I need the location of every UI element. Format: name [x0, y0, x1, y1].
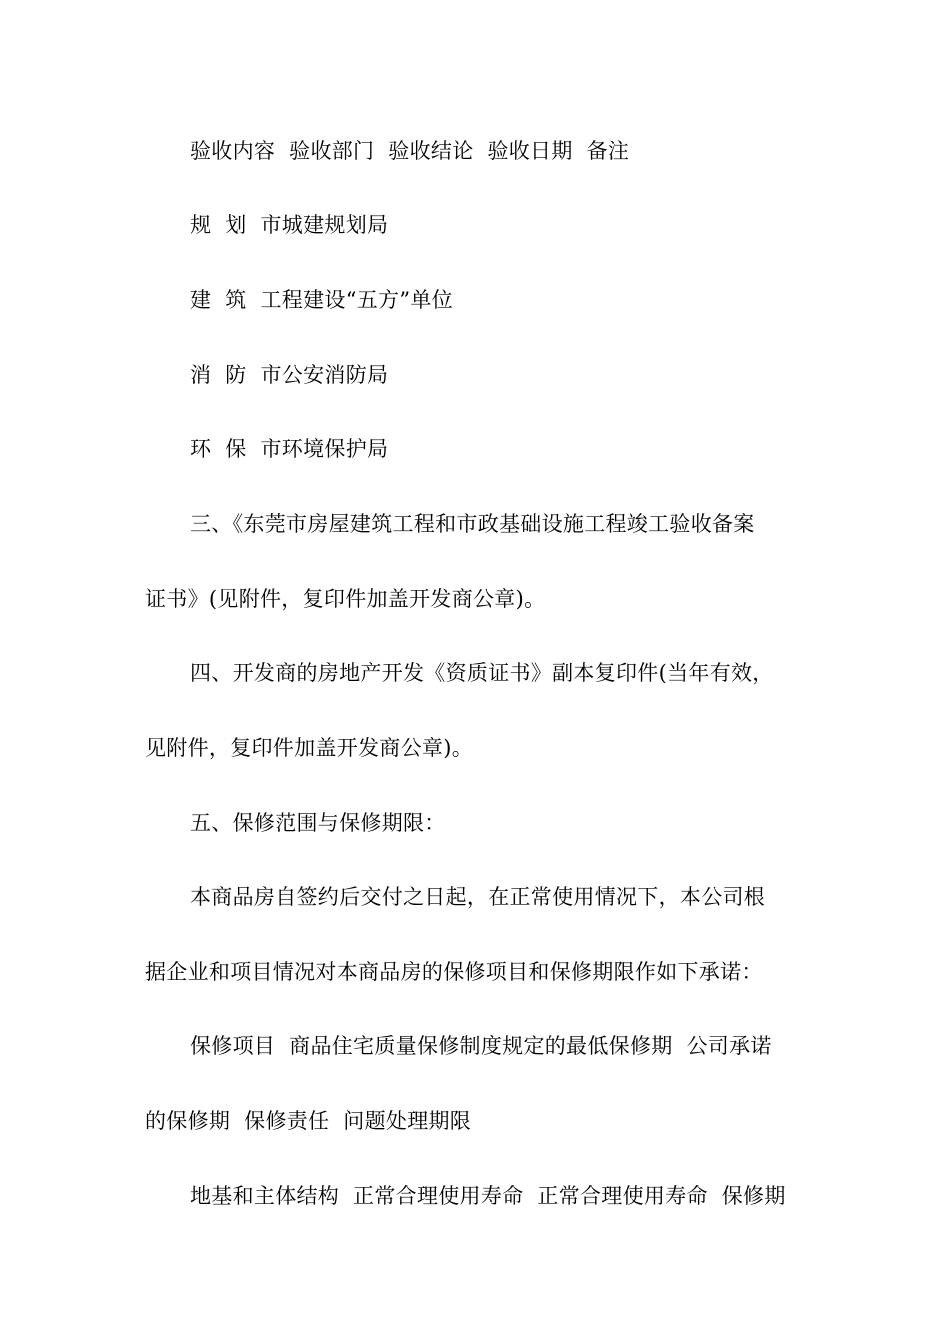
acceptance-row-building: 建 筑 工程建设“五方”单位 [190, 288, 453, 312]
warranty-table-header-line-1: 保修项目 商品住宅质量保修制度规定的最低保修期 公司承诺 [190, 1034, 772, 1058]
paragraph-section-4-line-1: 四、开发商的房地产开发《资质证书》副本复印件(当年有效， [190, 661, 774, 685]
acceptance-row-fire: 消 防 市公安消防局 [190, 363, 389, 387]
acceptance-row-environment: 环 保 市环境保护局 [190, 437, 389, 461]
warranty-paragraph-line-2: 据企业和项目情况对本商品房的保修项目和保修期限作如下承诺： [145, 960, 763, 984]
warranty-paragraph-line-1: 本商品房自签约后交付之日起，在正常使用情况下，本公司根 [190, 885, 766, 909]
paragraph-section-4-line-2: 见附件，复印件加盖开发商公章)。 [145, 736, 473, 760]
paragraph-section-3-line-2: 证书》(见附件，复印件加盖开发商公章)。 [145, 587, 546, 611]
warranty-row-foundation: 地基和主体结构 正常合理使用寿命 正常合理使用寿命 保修期 [190, 1184, 786, 1208]
section-5-heading: 五、保修范围与保修期限： [190, 811, 446, 835]
paragraph-section-3-line-1: 三、《东莞市房屋建筑工程和市政基础设施工程竣工验收备案 [190, 512, 755, 536]
warranty-table-header-line-2: 的保修期 保修责任 问题处理期限 [145, 1109, 472, 1133]
acceptance-row-planning: 规 划 市城建规划局 [190, 213, 389, 237]
acceptance-table-header: 验收内容 验收部门 验收结论 验收日期 备注 [190, 139, 630, 163]
